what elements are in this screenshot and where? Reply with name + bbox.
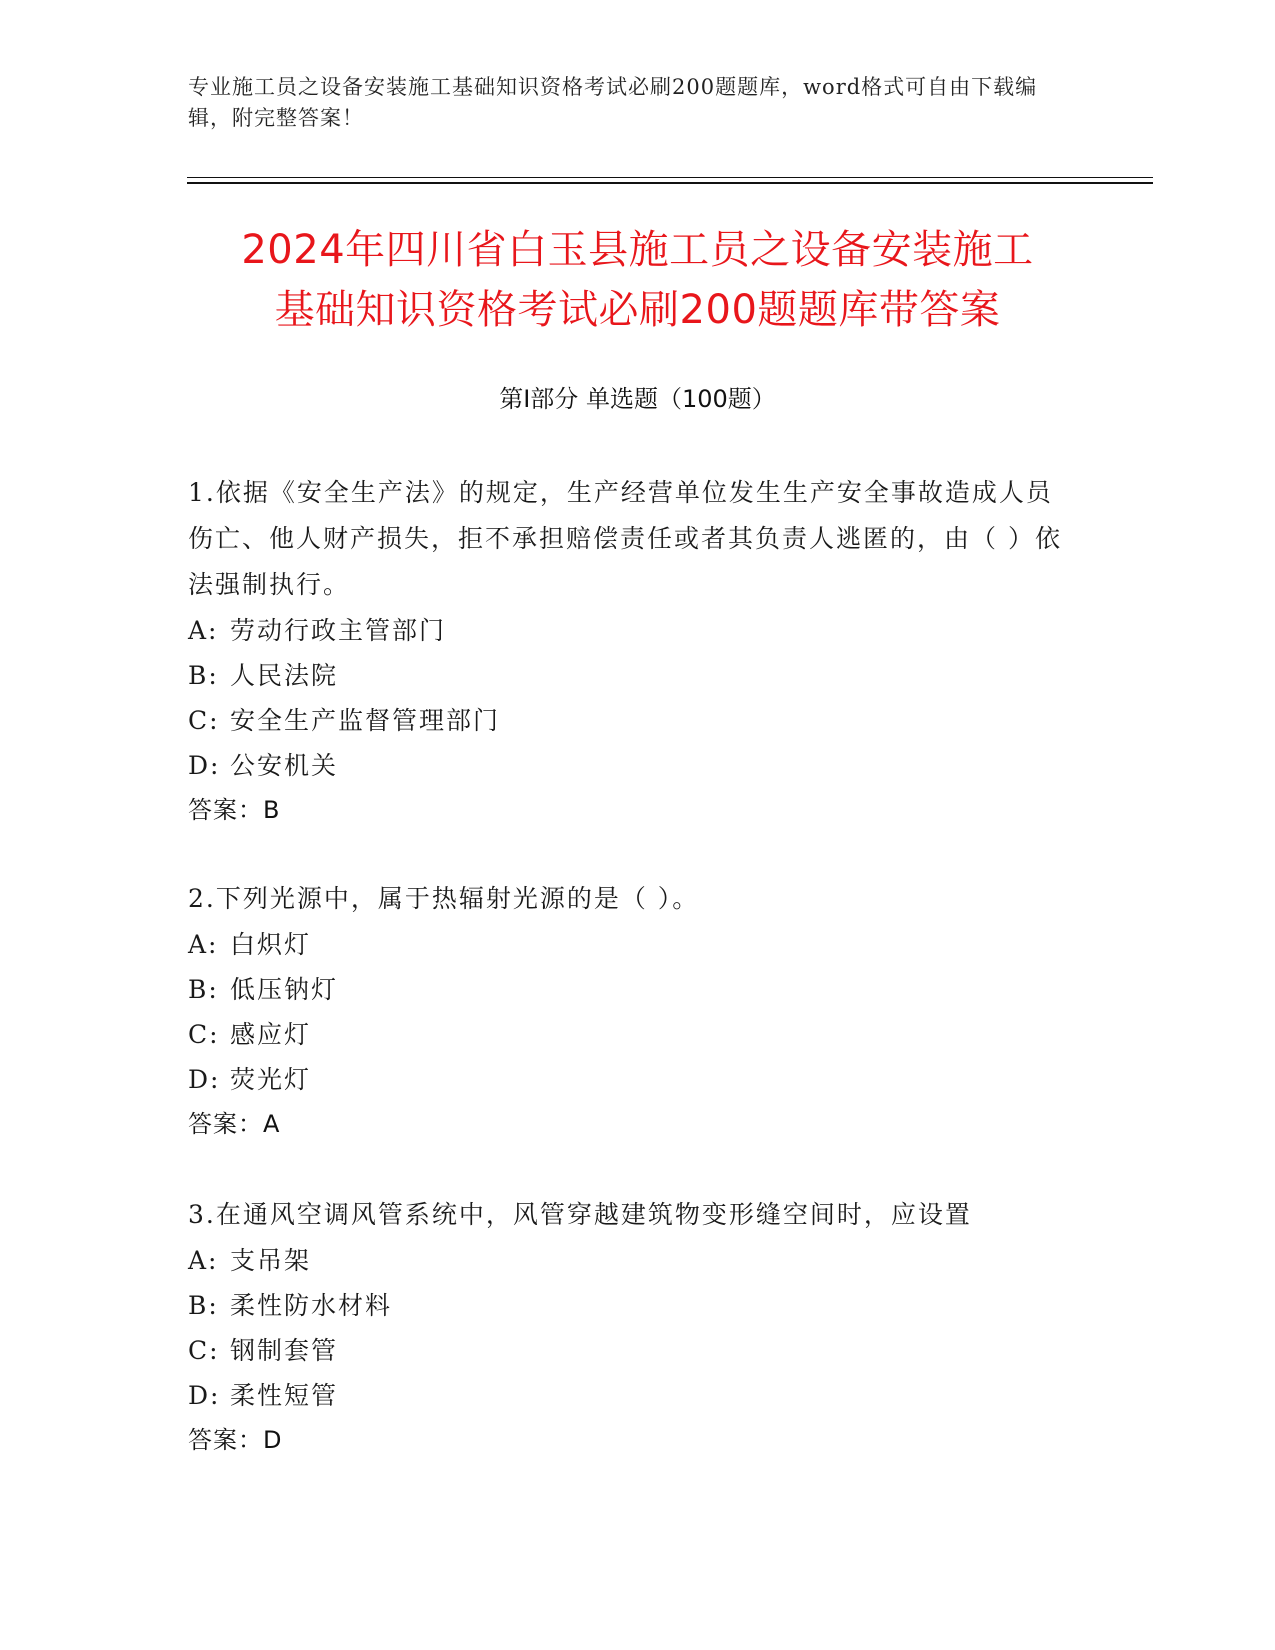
option-b [188,1283,1068,1328]
option-text: 支吊架 [230,1246,312,1275]
option-letter: C: [188,706,220,735]
option-letter: D: [188,751,221,780]
option-letter: B: [188,1291,219,1320]
option-b [188,967,1068,1012]
option-text: 钢制套管 [230,1336,339,1365]
option-letter: D: [188,1065,221,1094]
option-text: 感应灯 [230,1020,312,1049]
option-text: 劳动行政主管部门 [230,616,447,645]
question-stem: 2.下列光源中，属于热辐射光源的是（ ）。 [188,884,700,913]
option-text: 荧光灯 [230,1065,312,1094]
section-heading: 第Ⅰ部分 单选题（100题） [499,385,776,413]
question-1 [188,470,1068,833]
question-3 [188,1192,1068,1463]
title-line-2: 基础知识资格考试必刷200题题库带答案 [274,287,1001,333]
option-letter: A: [188,930,219,959]
question-stem: 1.依据《安全生产法》的规定，生产经营单位发生生产安全事故造成人员伤亡、他人财产损失，拒不承担赔偿责任或者其负责人逃匿的，由（ ）依法强制执行。 [188,478,1062,599]
option-b [188,653,1068,698]
option-d [188,743,1068,788]
option-text: 白炽灯 [230,930,312,959]
option-c [188,698,1068,743]
title-line-1: 2024年四川省白玉县施工员之设备安装施工 [241,227,1034,273]
question-2 [188,876,1068,1147]
option-letter: B: [188,975,219,1004]
option-letter: A: [188,616,219,645]
header-divider-thin [187,177,1153,178]
header-note: 专业施工员之设备安装施工基础知识资格考试必刷200题题库，word格式可自由下载编辑，附完整答案！ [188,75,1038,130]
header-divider-thick [187,182,1153,184]
option-text: 安全生产监督管理部门 [230,706,501,735]
option-text: 低压钠灯 [230,975,339,1004]
option-text: 柔性防水材料 [230,1291,393,1320]
option-d [188,1373,1068,1418]
option-text: 人民法院 [230,661,339,690]
answer-line: 答案：A [188,1110,281,1138]
question-stem: 3.在通风空调风管系统中，风管穿越建筑物变形缝空间时，应设置 [188,1200,972,1229]
option-c [188,1328,1068,1373]
option-text: 柔性短管 [230,1381,339,1410]
option-letter: C: [188,1336,220,1365]
option-letter: C: [188,1020,220,1049]
option-text: 公安机关 [230,751,339,780]
document-title [100,220,1175,340]
option-a [188,608,1068,653]
option-letter: B: [188,661,219,690]
option-letter: D: [188,1381,221,1410]
option-c [188,1012,1068,1057]
option-a [188,1238,1068,1283]
answer-line: 答案：B [188,796,281,824]
option-a [188,922,1068,967]
option-letter: A: [188,1246,219,1275]
option-d [188,1057,1068,1102]
answer-line: 答案：D [188,1426,283,1454]
